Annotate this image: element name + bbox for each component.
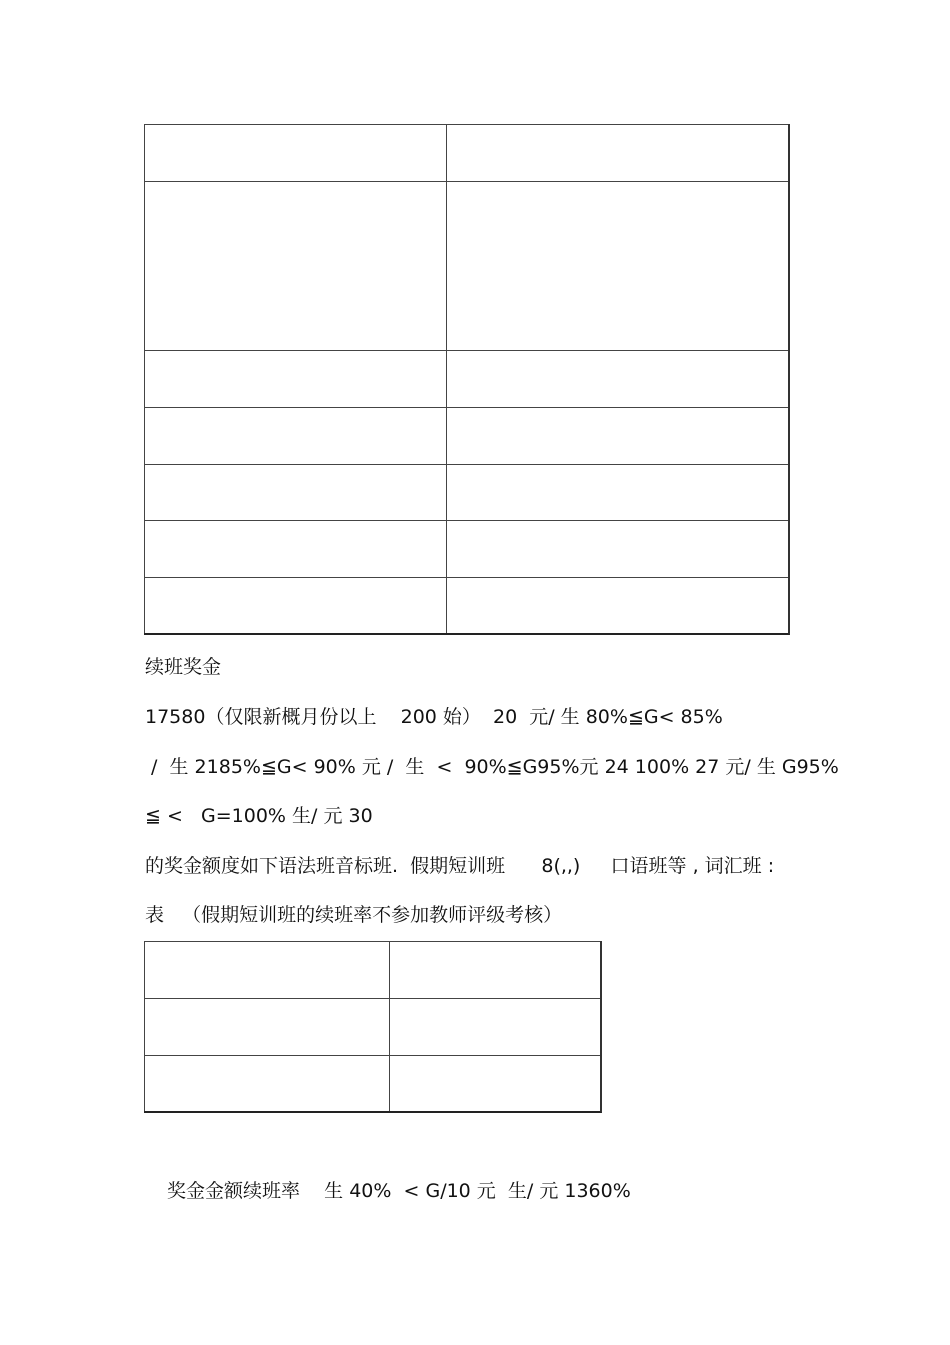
table-cell [389, 942, 600, 998]
table-row [144, 181, 788, 350]
table-cell [144, 999, 389, 1055]
table-cell [144, 465, 446, 520]
section-heading: 续班奖金 [145, 656, 222, 678]
table-cell [446, 408, 788, 464]
table-2 [144, 941, 602, 1113]
table-cell [144, 578, 446, 633]
table-row [144, 124, 788, 181]
table-cell [144, 1056, 389, 1111]
table-row [144, 1055, 600, 1111]
table-cell [144, 942, 389, 998]
table-cell [446, 465, 788, 520]
table-row [144, 941, 600, 998]
paragraph-line: 17580（仅限新概月份以上 200 始） 20 元/ 生 80%≦G< 85% [145, 706, 723, 728]
table-cell [446, 182, 788, 350]
table-row [144, 577, 788, 633]
table-row [144, 407, 788, 464]
table-row [144, 520, 788, 577]
paragraph-line: / 生 2185%≦G< 90% 元 / 生 < 90%≦G95%元 24 100% 27 元/ 生 G95% [145, 756, 839, 778]
table-cell [144, 125, 446, 181]
table-cell [144, 521, 446, 577]
table-cell [389, 999, 600, 1055]
paragraph-line: 表 （假期短训班的续班率不参加教师评级考核） [145, 904, 563, 926]
table-row [144, 350, 788, 407]
table-cell [389, 1056, 600, 1111]
table-cell [446, 351, 788, 407]
footer-line: 奖金金额续班率 生 40% < G/10 元 生/ 元 1360% [167, 1180, 631, 1202]
table-cell [144, 351, 446, 407]
table-cell [144, 408, 446, 464]
table-row [144, 464, 788, 520]
paragraph-line: 的奖金额度如下语法班音标班. 假期短训班 8(,,) 口语班等 , 词汇班 : [145, 855, 775, 877]
table-cell [446, 125, 788, 181]
table-cell [446, 578, 788, 633]
table-cell [446, 521, 788, 577]
table-row [144, 998, 600, 1055]
paragraph-line: ≦ < G=100% 生/ 元 30 [145, 805, 373, 827]
table-cell [144, 182, 446, 350]
table-1 [144, 124, 790, 635]
